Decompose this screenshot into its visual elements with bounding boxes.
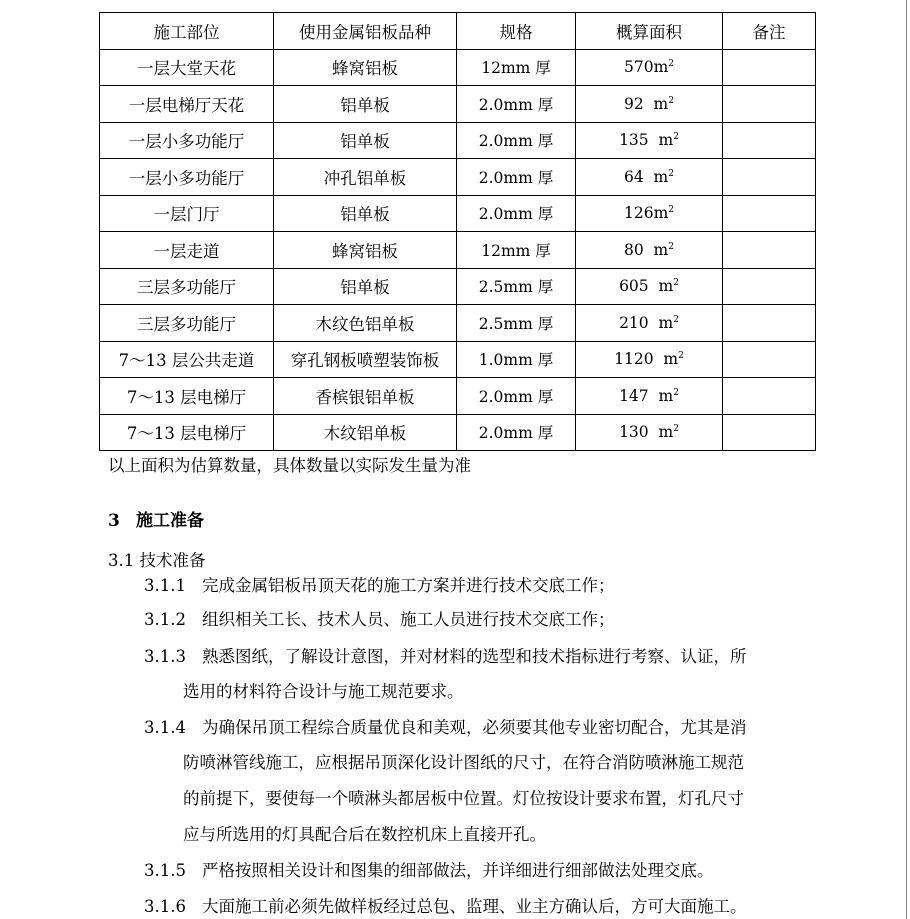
cell-note	[723, 414, 816, 451]
cell-note	[723, 268, 816, 305]
header-material: 使用金属铝板品种	[274, 13, 457, 50]
cell-note	[723, 159, 816, 196]
list-item-3-1-3-cont: 选用的材料符合设计与施工规范要求。	[183, 682, 464, 701]
cell-spec: 2.0mm 厚	[457, 86, 576, 123]
area-unit-sup: 2	[668, 205, 675, 216]
item-number: 3.1.2	[144, 610, 186, 629]
area-unit-sup: 2	[673, 132, 679, 143]
cell-area	[576, 341, 723, 378]
cell-area	[576, 232, 723, 269]
area-unit-sup: 2	[678, 351, 684, 362]
table-row	[100, 122, 816, 159]
cell-material: 香槟银铝单板	[274, 378, 457, 415]
cell-area	[576, 86, 723, 123]
area-unit-sup: 2	[668, 241, 674, 252]
cell-location: 一层小多功能厅	[100, 122, 274, 159]
cell-location: 一层门厅	[100, 195, 274, 232]
subsection-number: 3.1	[108, 551, 135, 570]
estimate-note: 以上面积为估算数量，具体数量以实际发生量为准	[108, 456, 471, 475]
table-row	[100, 268, 816, 305]
header-spec: 规格	[457, 13, 576, 50]
cell-note	[723, 49, 816, 86]
area-value: 147 m	[619, 386, 674, 405]
cell-area	[576, 268, 723, 305]
item-number: 3.1.3	[144, 647, 186, 666]
list-item-3-1-4	[144, 714, 747, 738]
cell-spec: 2.0mm 厚	[457, 122, 576, 159]
area-value: 570m	[623, 58, 669, 77]
cell-note	[723, 122, 816, 159]
area-value: 64 m	[623, 167, 669, 186]
cell-spec: 2.0mm 厚	[457, 195, 576, 232]
table-row	[100, 378, 816, 415]
area-value: 130 m	[619, 423, 674, 442]
subsection-title: 技术准备	[139, 551, 206, 570]
list-item-3-1-4-cont3: 应与所选用的灯具配合后在数控机床上直接开孔。	[183, 825, 546, 844]
header-location: 施工部位	[100, 13, 274, 50]
list-item-3-1-3	[144, 643, 747, 667]
item-text: 严格按照相关设计和图集的细部做法，并详细进行细部做法处理交底。	[202, 861, 714, 880]
cell-location: 7～13 层电梯厅	[100, 378, 274, 415]
cell-material: 木纹铝单板	[274, 414, 457, 451]
cell-area	[576, 378, 723, 415]
table-row	[100, 305, 816, 342]
cell-note	[723, 195, 816, 232]
area-unit-sup: 2	[673, 424, 679, 435]
area-unit-sup: 2	[673, 387, 679, 398]
section-title: 施工准备	[136, 511, 204, 531]
cell-note	[723, 341, 816, 378]
table-row	[100, 49, 816, 86]
item-number: 3.1.1	[144, 576, 186, 595]
cell-location: 三层多功能厅	[100, 268, 274, 305]
cell-location: 7～13 层公共走道	[100, 341, 274, 378]
cell-note	[723, 232, 816, 269]
item-text: 熟悉图纸，了解设计意图，并对材料的选型和技术指标进行考察、认证，所	[202, 647, 747, 666]
cell-location: 一层小多功能厅	[100, 159, 274, 196]
header-area: 概算面积	[576, 13, 723, 50]
cell-spec: 2.0mm 厚	[457, 159, 576, 196]
cell-material: 铝单板	[274, 195, 457, 232]
item-number: 3.1.5	[144, 861, 186, 880]
area-unit-sup: 2	[668, 168, 674, 179]
cell-area	[576, 195, 723, 232]
cell-material: 铝单板	[274, 122, 457, 159]
cell-spec: 2.0mm 厚	[457, 414, 576, 451]
list-item-3-1-5	[144, 857, 714, 881]
item-number: 3.1.4	[144, 718, 186, 737]
section-number: 3	[108, 511, 120, 531]
cell-location: 7～13 层电梯厅	[100, 414, 274, 451]
item-text: 为确保吊顶工程综合质量优良和美观，必须要其他专业密切配合，尤其是消	[202, 718, 747, 737]
cell-note	[723, 305, 816, 342]
cell-material: 铝单板	[274, 268, 457, 305]
cell-spec: 12mm 厚	[457, 232, 576, 269]
cell-spec: 2.5mm 厚	[457, 268, 576, 305]
item-number: 3.1.6	[144, 897, 186, 916]
cell-area	[576, 49, 723, 86]
cell-spec: 2.5mm 厚	[457, 305, 576, 342]
area-value: 135 m	[619, 131, 674, 150]
cell-spec: 1.0mm 厚	[457, 341, 576, 378]
table-row	[100, 159, 816, 196]
header-note: 备注	[723, 13, 816, 50]
cell-area	[576, 305, 723, 342]
cell-location: 一层电梯厅天花	[100, 86, 274, 123]
area-value: 126m	[623, 204, 669, 223]
cell-material: 蜂窝铝板	[274, 49, 457, 86]
area-unit-sup: 2	[673, 278, 679, 289]
area-value: 92 m	[623, 94, 669, 113]
cell-area	[576, 122, 723, 159]
area-unit-sup: 2	[668, 59, 675, 70]
item-text: 组织相关工长、技术人员、施工人员进行技术交底工作；	[202, 610, 615, 629]
item-text: 大面施工前必须先做样板经过总包、监理、业主方确认后，方可大面施工。	[202, 897, 747, 916]
cell-material: 铝单板	[274, 86, 457, 123]
cell-location: 三层多功能厅	[100, 305, 274, 342]
area-table	[99, 12, 816, 451]
cell-spec: 2.0mm 厚	[457, 378, 576, 415]
list-item-3-1-6	[144, 893, 747, 917]
page-edge	[906, 0, 907, 919]
table-header-row	[100, 13, 816, 50]
cell-spec: 12mm 厚	[457, 49, 576, 86]
area-value: 80 m	[623, 240, 669, 259]
cell-location: 一层走道	[100, 232, 274, 269]
area-unit-sup: 2	[668, 95, 674, 106]
section-heading	[108, 506, 204, 531]
table-row	[100, 414, 816, 451]
area-unit-sup: 2	[673, 314, 679, 325]
list-item-3-1-4-cont2: 的前提下，要使每一个喷淋头都居板中位置。灯位按设计要求布置，灯孔尺寸	[183, 789, 744, 808]
item-text: 完成金属铝板吊顶天花的施工方案并进行技术交底工作；	[202, 576, 615, 595]
list-item-3-1-1	[144, 572, 615, 596]
cell-location: 一层大堂天花	[100, 49, 274, 86]
table-row	[100, 195, 816, 232]
table-row	[100, 86, 816, 123]
table-row	[100, 232, 816, 269]
table-row	[100, 341, 816, 378]
cell-note	[723, 86, 816, 123]
cell-area	[576, 159, 723, 196]
area-value: 605 m	[619, 277, 674, 296]
subsection-heading	[108, 547, 206, 571]
cell-material: 冲孔铝单板	[274, 159, 457, 196]
cell-note	[723, 378, 816, 415]
cell-material: 穿孔钢板喷塑装饰板	[274, 341, 457, 378]
cell-material: 蜂窝铝板	[274, 232, 457, 269]
area-value: 1120 m	[614, 350, 679, 369]
cell-area	[576, 414, 723, 451]
list-item-3-1-2	[144, 606, 615, 630]
area-value: 210 m	[619, 313, 674, 332]
cell-material: 木纹色铝单板	[274, 305, 457, 342]
list-item-3-1-4-cont1: 防喷淋管线施工，应根据吊顶深化设计图纸的尺寸，在符合消防喷淋施工规范	[183, 753, 744, 772]
